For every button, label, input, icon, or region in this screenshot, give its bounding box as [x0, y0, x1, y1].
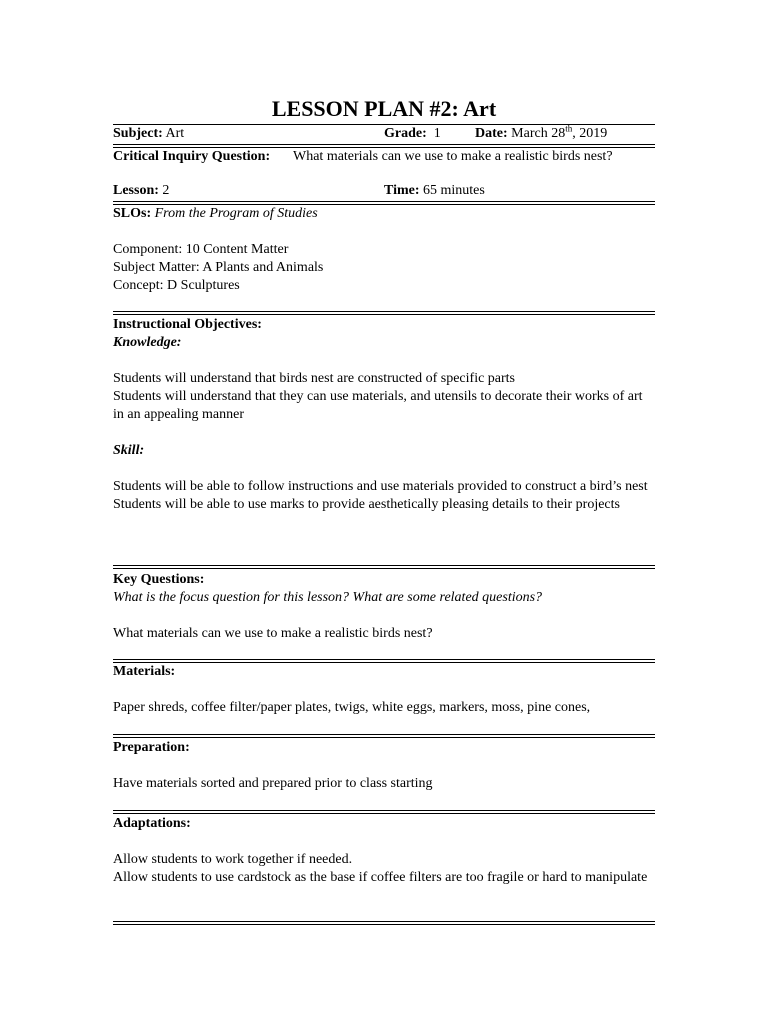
divider [113, 734, 655, 738]
subject-field [113, 125, 184, 143]
objectives-label: Instructional Objectives: [113, 317, 262, 332]
key-questions-label: Key Questions: [113, 572, 205, 587]
skill-item: Students will be able to follow instructions and use materials provided to construct a bird’s nest [113, 479, 648, 494]
knowledge-label: Knowledge: [113, 335, 182, 350]
materials-text: Paper shreds, coffee filter/paper plates, twigs, white eggs, markers, moss, pine cones, [113, 700, 591, 715]
preparation-section [113, 739, 655, 793]
slos-concept: Concept: D Sculptures [113, 278, 240, 293]
date-label: Date: [475, 126, 508, 141]
divider [113, 311, 655, 315]
divider [113, 810, 655, 814]
skill-item: Students will be able to use marks to provide aesthetically pleasing details to their projects [113, 497, 620, 512]
divider [113, 565, 655, 569]
date-value-post: , 2019 [572, 126, 608, 141]
page-title: LESSON PLAN #2: Art [271, 96, 497, 121]
grade-label: Grade: [384, 126, 427, 141]
materials-label: Materials: [113, 664, 176, 679]
subject-label: Subject: [113, 126, 163, 141]
divider [113, 921, 655, 925]
adaptations-item: Allow students to work together if needed. [113, 852, 353, 867]
adaptations-item: Allow students to use cardstock as the base if coffee filters are too fragile or hard to manipulate [113, 870, 648, 885]
slos-subject-matter: Subject Matter: A Plants and Animals [113, 260, 324, 275]
knowledge-item: Students will understand that birds nest are constructed of specific parts [113, 371, 516, 386]
slos-section [113, 205, 655, 295]
preparation-label: Preparation: [113, 740, 190, 755]
time-value: 65 minutes [423, 183, 485, 198]
subject-row [113, 125, 655, 143]
slos-component: Component: 10 Content Matter [113, 242, 289, 257]
date-field [475, 125, 607, 143]
key-questions-answer: What materials can we use to make a realistic birds nest? [113, 626, 433, 641]
key-questions-prompt: What is the focus question for this lesson? What are some related questions? [113, 590, 543, 605]
lesson-row [113, 182, 655, 200]
date-value-sup: th [565, 123, 573, 134]
slos-label: SLOs: [113, 206, 152, 221]
adaptations-section [113, 815, 655, 887]
critical-inquiry-row [113, 148, 655, 166]
critical-inquiry-value: What materials can we use to make a realistic birds nest? [293, 149, 613, 164]
materials-section [113, 663, 655, 717]
grade-value: 1 [433, 126, 441, 141]
date-value-pre: March 28 [511, 126, 566, 141]
lesson-label: Lesson: [113, 183, 159, 198]
slos-subtitle: From the Program of Studies [154, 206, 318, 221]
lesson-value: 2 [162, 183, 170, 198]
skill-label: Skill: [113, 443, 145, 458]
preparation-text: Have materials sorted and prepared prior to class starting [113, 776, 433, 791]
time-label: Time: [384, 183, 420, 198]
adaptations-label: Adaptations: [113, 816, 191, 831]
key-questions-section [113, 571, 655, 643]
grade-field [384, 125, 441, 143]
objectives-section [113, 316, 655, 514]
subject-value: Art [165, 126, 185, 141]
knowledge-item: Students will understand that they can use materials, and utensils to decorate their works of art in an appealing manner [113, 389, 643, 422]
critical-inquiry-label: Critical Inquiry Question: [113, 149, 271, 164]
